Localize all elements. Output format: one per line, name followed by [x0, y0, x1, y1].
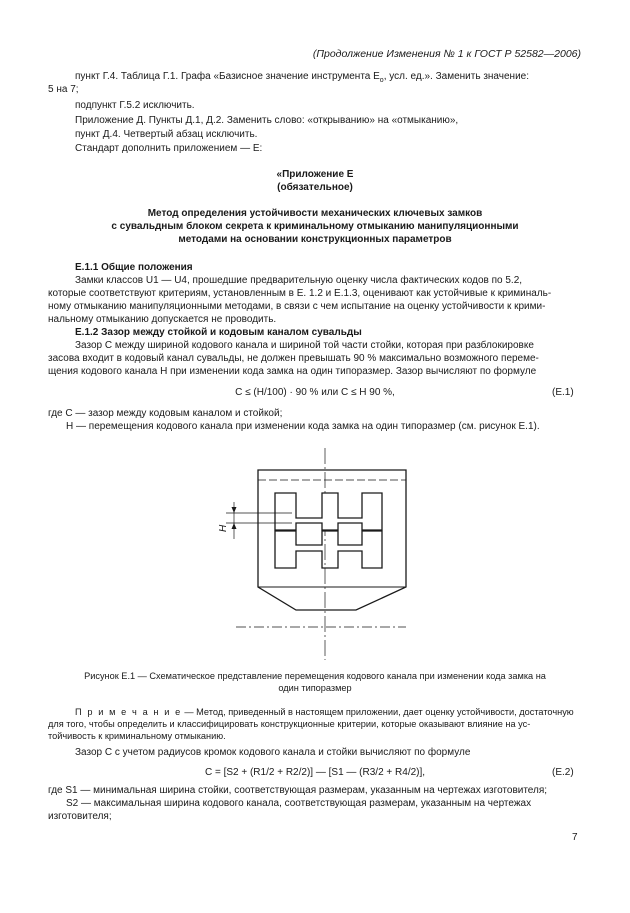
- amendment-line: пункт Д.4. Четвертый абзац исключить.: [75, 129, 258, 140]
- note-label: П р и м е ч а н и е: [75, 707, 182, 717]
- radius-paragraph: Зазор C с учетом радиусов кромок кодового канала и стойки вычисляют по формуле: [75, 747, 471, 758]
- where-s1: где S1 — минимальная ширина стойки, соответствующая размерам, указанным на чертежах изготовителя;: [48, 785, 548, 796]
- paragraph-line: засова входит в кодовый канал сувальды, не должен превышать 90 % максимально возможного переме-: [48, 353, 539, 364]
- section-heading-e12: Е.1.2 Зазор между стойкой и кодовым каналом сувальды: [75, 327, 362, 338]
- note-line: для того, чтобы определить и классифицировать конструкционные критерии, которые оказывают влияние на ус-: [48, 719, 531, 729]
- amendment-line: 5 на 7;: [48, 84, 79, 95]
- formula-e2-number: (Е.2): [552, 767, 574, 778]
- paragraph-line: Зазор C между шириной кодового канала и шириной той части стойки, которая при разблокировке: [75, 340, 534, 351]
- appendix-title: «Приложение Е: [276, 169, 354, 180]
- dim-arrow-head: [232, 523, 237, 529]
- paragraph-line: нальному отмыканию допускается не проводить.: [48, 314, 277, 325]
- where-s2: S2 — максимальная ширина кодового канала, соответствующая размерам, указанным на чертежах: [66, 798, 532, 809]
- lever-body: [258, 470, 406, 610]
- appendix-heading: методами на основании конструкционных параметров: [178, 234, 452, 245]
- where-c: где C — зазор между кодовым каналом и стойкой;: [48, 408, 283, 419]
- where-s2-cont: изготовителя;: [48, 811, 112, 822]
- formula-e1-number: (Е.1): [552, 387, 574, 398]
- code-channel-shape: [275, 493, 382, 530]
- amendment-line: пункт Г.4. Таблица Г.1. Графа «Базисное значение инструмента $E_o$, усл. ед.». Заменить значение:: [75, 71, 529, 84]
- paragraph-line: ному отмыканию манипуляционными методами, в связи с чем испытание на оценку устойчивости к крими-: [48, 301, 546, 312]
- amendment-line: Приложение Д. Пункты Д.1, Д.2. Заменить слово: «открыванию» на «отмыканию»,: [75, 115, 459, 126]
- figure-caption: Рисунок Е.1 — Схематическое представление перемещения кодового канала при изменении кода замка на: [84, 671, 546, 681]
- note-line: тойчивость к криминальному отмыканию.: [48, 731, 226, 741]
- paragraph-line: щения кодового канала H при изменении кода замка на один типоразмер. Зазор вычисляют по формуле: [48, 366, 537, 377]
- formula-e2: C = [S2 + (R1/2 + R2/2)] — [S1 — (R3/2 + R4/2)],: [204, 767, 426, 778]
- amendment-line: подпункт Г.5.2 исключить.: [75, 100, 195, 111]
- note-line: П р и м е ч а н и е — Метод, приведенный в настоящем приложении, дает оценку устойчивости, достаточную: [75, 707, 574, 717]
- appendix-heading: Метод определения устойчивости механических ключевых замков: [147, 208, 483, 219]
- appendix-status: (обязательное): [277, 182, 353, 193]
- section-heading-e11: Е.1.1 Общие положения: [75, 262, 193, 273]
- where-h: H — перемещения кодового канала при изменении кода замка на один типоразмер (см. рисунок Е.1).: [66, 421, 540, 432]
- paragraph-line: которые соответствуют критериям, установленным в Е. 1.2 и Е.1.3, оценивают как устойчивые к криминаль-: [48, 288, 552, 299]
- appendix-heading: с сувальдным блоком секрета к криминальному отмыканию манипуляционными: [111, 221, 519, 232]
- running-header: (Продолжение Изменения № 1 к ГОСТ Р 52582—2006): [312, 48, 581, 60]
- amendment-line: Стандарт дополнить приложением — Е:: [75, 143, 263, 154]
- figure-caption: один типоразмер: [278, 683, 352, 693]
- dimension-label-h: H: [218, 524, 229, 532]
- formula-e1: C ≤ (H/100) · 90 % или C ≤ H 90 %,: [235, 387, 395, 398]
- dim-arrow-head: [232, 507, 237, 513]
- page-number: 7: [572, 832, 578, 843]
- post-shape: [275, 531, 382, 568]
- paragraph-line: Замки классов U1 — U4, прошедшие предварительную оценку числа фактических кодов по 5.2,: [75, 275, 523, 286]
